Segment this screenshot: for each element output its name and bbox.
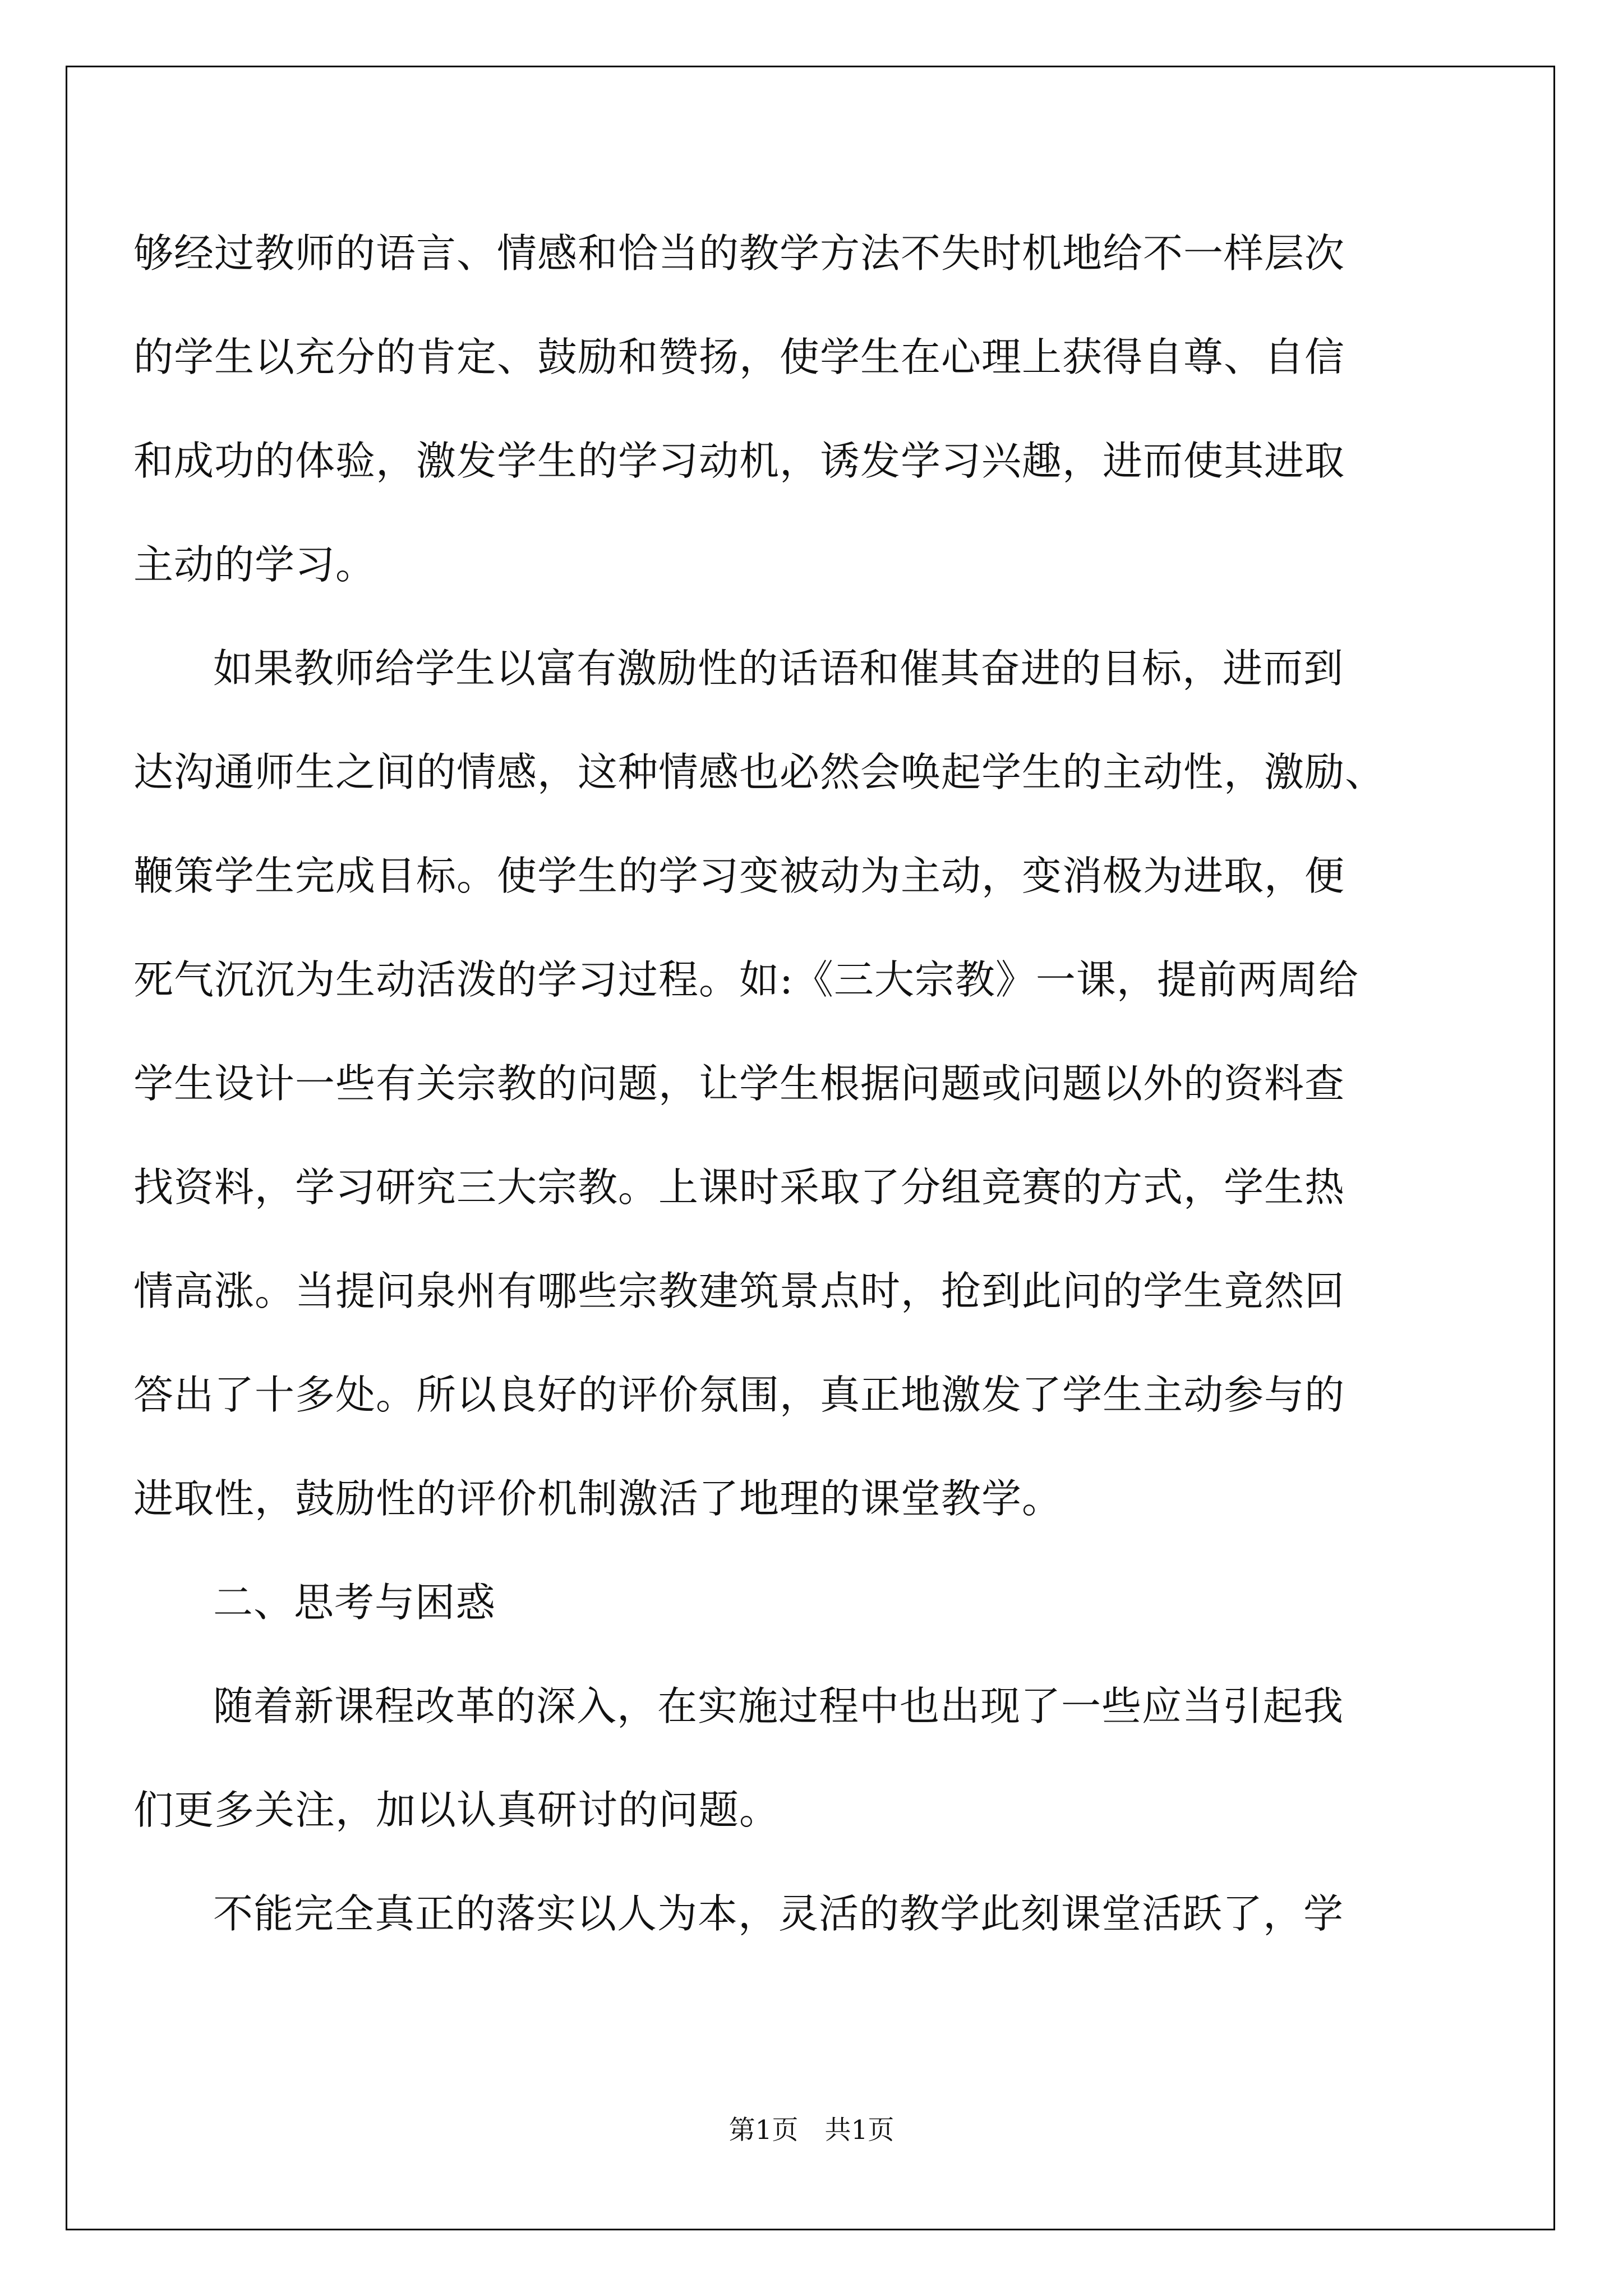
text-line-15: 随着新课程改革的深入，在实施过程中也出现了一些应当引起我: [213, 1683, 1344, 1729]
section-heading: 二、思考与困惑: [213, 1579, 496, 1626]
text-line-11: 情高涨。当提问泉州有哪些宗教建筑景点时，抢到此问的学生竟然回: [133, 1268, 1345, 1314]
text-line-5: 如果教师给学生以富有激励性的话语和催其奋进的目标，进而到: [213, 645, 1344, 692]
text-line-12: 答出了十多处。所以良好的评价氛围，真正地激发了学生主动参与的: [133, 1372, 1345, 1418]
text-line-3: 和成功的体验，激发学生的学习动机，诱发学习兴趣，进而使其进取: [133, 438, 1345, 484]
text-line-6: 达沟通师生之间的情感，这种情感也必然会唤起学生的主动性，激励、: [133, 749, 1386, 795]
text-line-10: 找资料，学习研究三大宗教。上课时采取了分组竞赛的方式，学生热: [133, 1164, 1345, 1211]
text-line-9: 学生设计一些有关宗教的问题，让学生根据问题或问题以外的资料查: [133, 1060, 1345, 1107]
text-line-1: 够经过教师的语言、情感和恰当的教学方法不失时机地给不一样层次: [133, 230, 1345, 277]
text-line-7: 鞭策学生完成目标。使学生的学习变被动为主动，变消极为进取，便: [133, 853, 1345, 899]
page-footer: 第1页 共1页: [728, 2115, 895, 2146]
text-line-8: 死气沉沉为生动活泼的学习过程。如:《三大宗教》一课，提前两周给: [133, 956, 1359, 1003]
text-line-13: 进取性，鼓励性的评价机制激活了地理的课堂教学。: [133, 1475, 1063, 1522]
text-line-16: 们更多关注，加以认真研讨的问题。: [133, 1787, 780, 1833]
text-line-17: 不能完全真正的落实以人为本，灵活的教学此刻课堂活跃了，学: [213, 1890, 1344, 1937]
text-line-2: 的学生以充分的肯定、鼓励和赞扬，使学生在心理上获得自尊、自信: [133, 334, 1345, 380]
text-line-4: 主动的学习。: [133, 541, 376, 588]
